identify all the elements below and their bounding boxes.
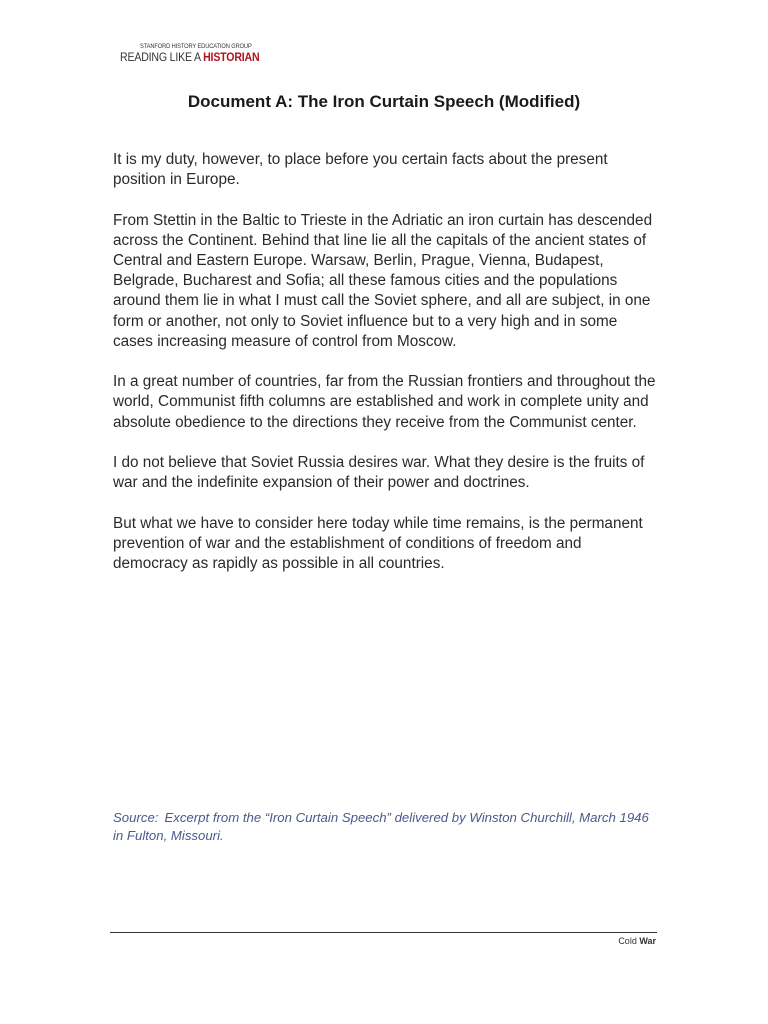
source-label: Source:	[113, 810, 159, 825]
source-citation	[113, 809, 658, 845]
logo-wordmark-part2: HISTORIAN	[203, 52, 260, 64]
document-body	[113, 150, 658, 594]
document-title: Document A: The Iron Curtain Speech (Modified)	[187, 92, 581, 111]
logo-wordmark-part1: READING LIKE A	[120, 52, 204, 64]
paragraph: But what we have to consider here today while time remains, is the permanent prevention of war and the establishment of conditions of freedom and democracy as rapidly as possible in all countries.	[113, 514, 643, 572]
footer-divider	[110, 932, 657, 933]
footer-label-part1: Cold	[618, 936, 640, 946]
paragraph: I do not believe that Soviet Russia desires war. What they desire is the fruits of war and the indefinite expansion of their power and doctrines.	[113, 454, 645, 492]
logo-wordmark	[120, 52, 259, 64]
paragraph: It is my duty, however, to place before you certain facts about the present position in Europe.	[113, 151, 608, 189]
logo-organization-name: STANFORD HISTORY EDUCATION GROUP	[140, 43, 252, 50]
paragraph: In a great number of countries, far from the Russian frontiers and throughout the world, Communist fifth columns are established and work in complete unity and absolute obedience to the directions they receive from the Communist center.	[113, 373, 656, 431]
source-text: Excerpt from the “Iron Curtain Speech” delivered by Winston Churchill, March 1946 in Fulton, Missouri.	[113, 810, 649, 843]
paragraph: From Stettin in the Baltic to Trieste in the Adriatic an iron curtain has descended across the Continent. Behind that line lie all the capitals of the ancient states of Central and Eastern Europe. Warsaw, Berlin, Prague, Vienna, Budapest, Belgrade, Bucharest and Sofia; all these famous cities and the populations around them lie in what I must call the Soviet sphere, and all are subject, in one form or another, not only to Soviet influence but to a very high and in some cases increasing measure of control from Moscow.	[113, 211, 653, 350]
footer-label-part2: War	[639, 936, 656, 946]
footer-label	[618, 936, 656, 946]
logo	[120, 40, 290, 70]
